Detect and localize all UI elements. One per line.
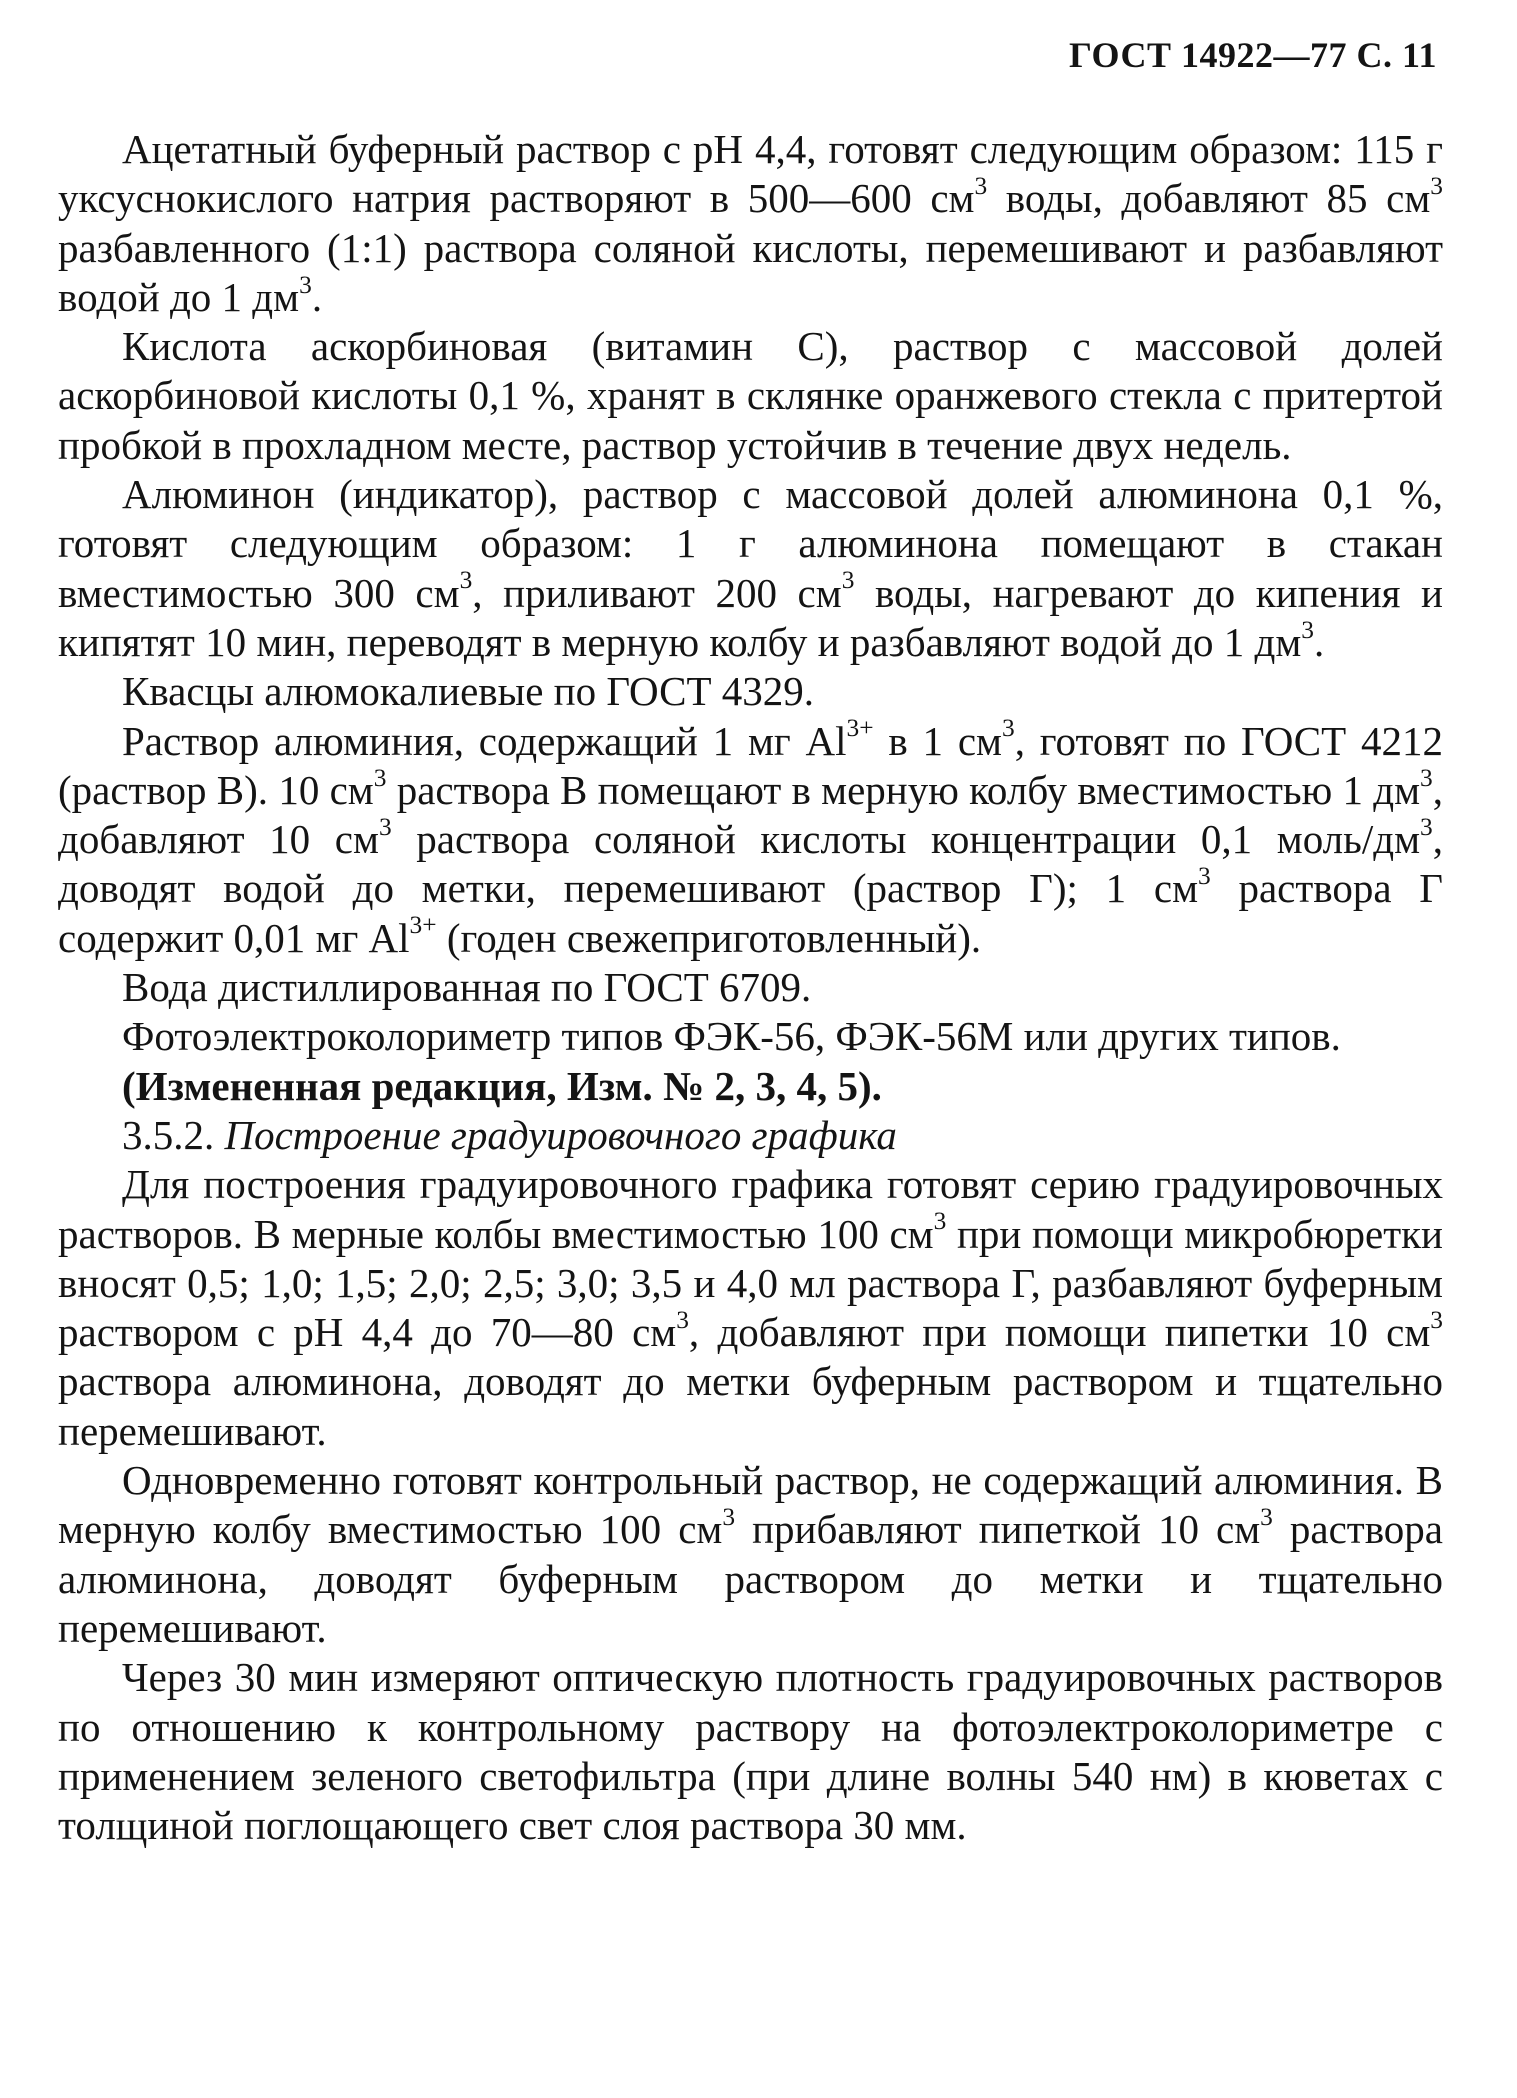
paragraph: [58, 1062, 1443, 1111]
superscript: 3: [1420, 763, 1433, 792]
text-run: разбавленного (1:1) раствора соляной кислоты, перемешивают и разбавляют водой до 1 дм: [58, 224, 1443, 320]
text-run: Ацетатный буферный раствор с рН 4,4, готовят следующим образом: 115 г уксуснокислого натрия растворяют в 500—600 см: [58, 126, 1443, 222]
paragraph: [58, 1012, 1443, 1061]
superscript: 3: [1260, 1503, 1273, 1532]
text-run: воды, нагревают до кипения и кипятят 10 мин, переводят в мерную колбу и разбавляют водой до 1 дм: [58, 569, 1444, 665]
superscript: 3: [841, 566, 855, 595]
superscript: 3: [974, 172, 988, 200]
text-run: воды, добавляют 85 см: [987, 175, 1431, 222]
paragraph: [58, 667, 1443, 716]
page-header: ГОСТ 14922—77 С. 11: [1069, 35, 1437, 75]
text-run: при помощи микробюретки вносят 0,5; 1,0; 1,5; 2,0; 2,5; 3,0; 3,5 и 4,0 мл раствора Г, разбавляют буферным раствором с рН 4,4 до 70—80 см: [58, 1210, 1443, 1356]
superscript: 3: [676, 1305, 689, 1334]
text-run: , доводят водой до метки, перемешивают (раствор Г); 1 см: [58, 816, 1443, 912]
text-run: прибавляют пипеткой 10 см: [735, 1506, 1261, 1553]
paragraph: [58, 1160, 1443, 1456]
text-run: раствора алюминона, доводят до метки буферным раствором и тщательно перемешивают.: [58, 1358, 1443, 1454]
text-run: Раствор алюминия, содержащий 1 мг Al: [122, 717, 847, 764]
paragraph: [58, 1456, 1443, 1653]
text-run: .: [311, 273, 323, 320]
superscript: 3: [378, 812, 392, 841]
superscript: 3: [1001, 714, 1015, 743]
text-run: раствора Г содержит 0,01 мг Al: [58, 865, 1443, 961]
text-run: Алюминон (индикатор), раствор с массовой долей алюминона 0,1 %, готовят следующим образом: 1 г алюминона помещают в стакан вместимостью 300 см: [58, 471, 1443, 616]
text-run: Через 30 мин измеряют оптическую плотность градуировочных растворов по отношению к контрольному раствору на фотоэлектроколориметре с применением зеленого светофильтра (при длине волны 540 нм) в кюветах с толщиной поглощающего свет слоя раствора 30 мм.: [58, 1654, 1443, 1849]
superscript: 3: [1430, 1305, 1443, 1334]
text-run: 3.5.2.: [122, 1111, 225, 1158]
superscript: 3+: [409, 911, 437, 940]
text-run: (Измененная редакция, Изм. № 2, 3, 4, 5).: [122, 1062, 882, 1109]
text-run: , готовят по ГОСТ 4212 (раствор В). 10 см: [58, 717, 1443, 813]
superscript: 3: [1198, 862, 1211, 891]
text-run: Фотоэлектроколориметр типов ФЭК-56, ФЭК-56М или других типов.: [122, 1013, 1341, 1060]
superscript: 3: [933, 1207, 947, 1236]
superscript: 3: [299, 270, 312, 299]
section-heading: Построение градуировочного графика: [224, 1111, 897, 1158]
superscript: 3: [1420, 812, 1433, 841]
text-run: раствора соляной кислоты концентрации 0,1 моль/дм: [391, 816, 1421, 863]
paragraph: [58, 322, 1443, 470]
paragraph: [58, 963, 1443, 1012]
text-run: Одновременно готовят контрольный раствор, не содержащий алюминия. В мерную колбу вместимостью 100 см: [58, 1457, 1443, 1553]
text-run: Квасцы алюмокалиевые по ГОСТ 4329.: [122, 668, 815, 715]
text-run: , приливают 200 см: [472, 569, 842, 616]
text-run: Вода дистиллированная по ГОСТ 6709.: [122, 964, 812, 1011]
paragraph: [58, 125, 1443, 322]
text-run: в 1 см: [873, 717, 1002, 764]
text-run: Кислота аскорбиновая (витамин С), раствор с массовой долей аскорбиновой кислоты 0,1 %, хранят в склянке оранжевого стекла с притертой пробкой в прохладном месте, раствор устойчив в течение двух недель.: [58, 323, 1443, 468]
document-body: [58, 125, 1443, 1850]
paragraph: [58, 470, 1443, 667]
superscript: 3: [459, 566, 473, 595]
paragraph: [58, 1653, 1443, 1850]
paragraph: [58, 714, 1443, 963]
text-run: Для построения градуировочного графика готовят серию градуировочных растворов. В мерные колбы вместимостью 100 см: [58, 1161, 1443, 1257]
superscript: 3: [1430, 172, 1443, 200]
paragraph: [58, 1111, 1443, 1160]
text-run: , добавляют при помощи пипетки 10 см: [688, 1309, 1431, 1356]
superscript: 3: [373, 763, 387, 792]
superscript: 3+: [846, 714, 874, 743]
text-run: раствора В помещают в мерную колбу вместимостью 1 дм: [386, 766, 1421, 813]
superscript: 3: [722, 1503, 736, 1532]
superscript: 3: [1301, 615, 1314, 644]
text-run: , добавляют 10 см: [58, 766, 1443, 863]
text-run: раствора алюминона, доводят буферным раствором до метки и тщательно перемешивают.: [58, 1506, 1444, 1651]
text-run: .: [1314, 618, 1325, 665]
text-run: (годен свежеприготовленный).: [436, 914, 982, 961]
